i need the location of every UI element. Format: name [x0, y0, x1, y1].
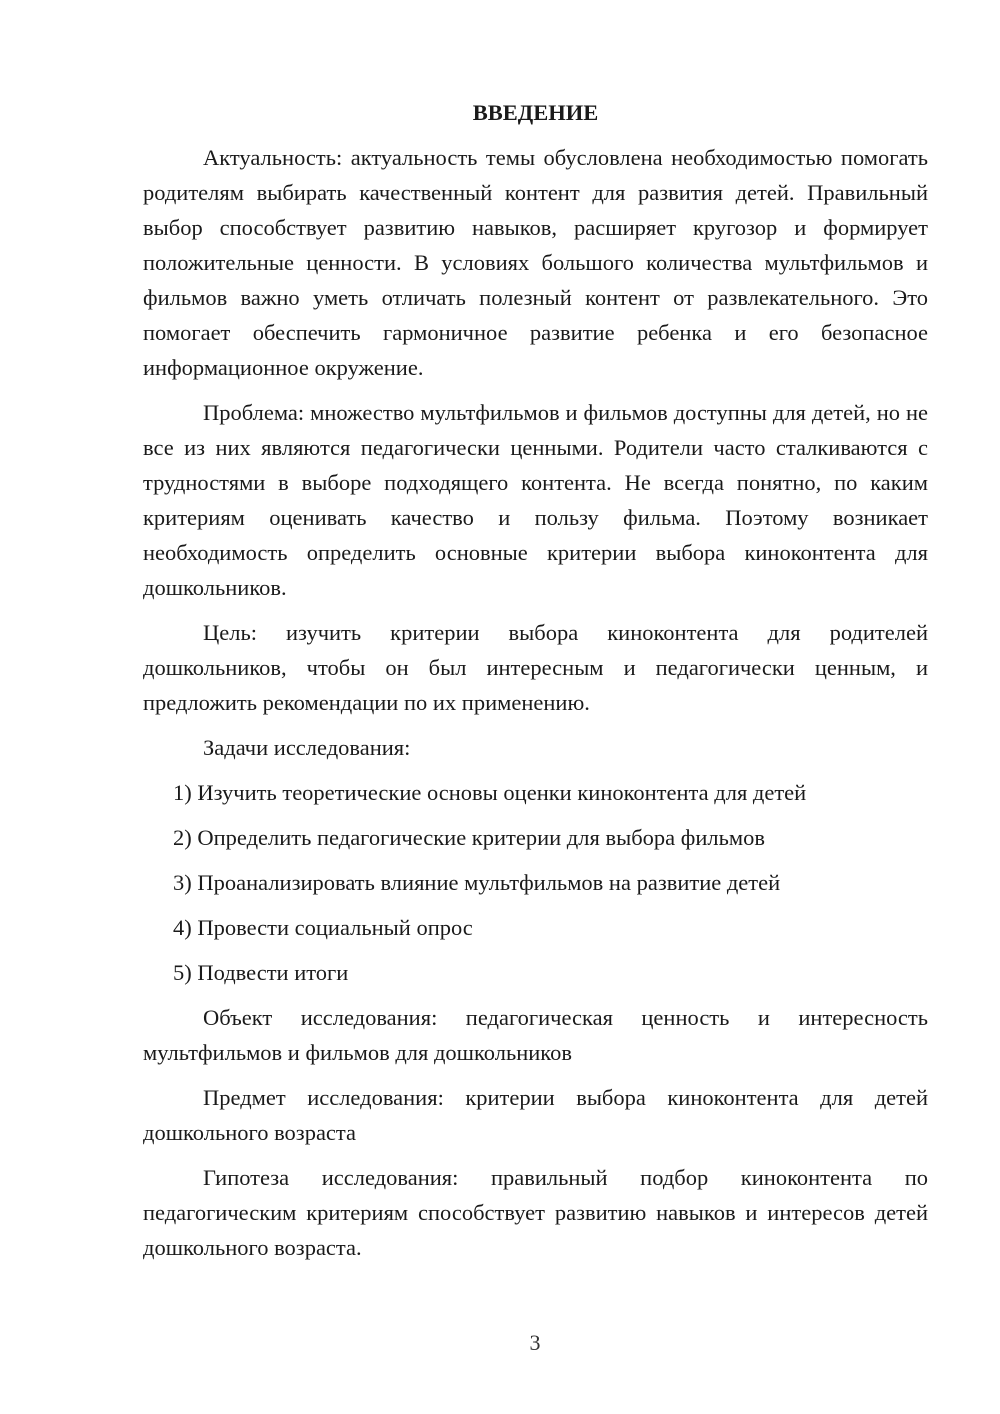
tasks-title: Задачи исследования: [203, 735, 411, 760]
page-content [143, 95, 928, 1275]
section-heading: ВВЕДЕНИЕ [472, 100, 599, 125]
task-item-4: 4) Провести социальный опрос [173, 915, 473, 940]
task-item-3: 3) Проанализировать влияние мультфильмов на развитие детей [173, 870, 781, 895]
task-item-2: 2) Определить педагогические критерии для выбора фильмов [173, 825, 765, 850]
page-number: 3 [529, 1330, 541, 1355]
task-item-5: 5) Подвести итоги [173, 960, 349, 985]
task-list [143, 775, 928, 990]
object-paragraph: Объект исследования: педагогическая ценность и интересность мультфильмов и фильмов для дошкольников [143, 1005, 928, 1065]
problem-paragraph: Проблема: множество мультфильмов и фильмов доступны для детей, но не все из них являются педагогически ценными. Родители часто сталкиваются с трудностями в выборе подходящего контента. Не всегда понятно, по каким критериям оценивать качество и пользу фильма. Поэтому возникает необходимость определить основные критерии выбора киноконтента для дошкольников. [143, 400, 928, 600]
task-item-1: 1) Изучить теоретические основы оценки киноконтента для детей [173, 780, 807, 805]
relevance-paragraph: Актуальность: актуальность темы обусловлена необходимостью помогать родителям выбирать качественный контент для развития детей. Правильный выбор способствует развитию навыков, расширяет кругозор и формирует положительные ценности. В условиях большого количества мультфильмов и фильмов важно уметь отличать полезный контент от развлекательного. Это помогает обеспечить гармоничное развитие ребенка и его безопасное информационное окружение. [143, 145, 928, 380]
subject-paragraph: Предмет исследования: критерии выбора киноконтента для детей дошкольного возраста [143, 1085, 928, 1145]
hypothesis-paragraph: Гипотеза исследования: правильный подбор киноконтента по педагогическим критериям способствует развитию навыков и интересов детей дошкольного возраста. [143, 1165, 928, 1260]
goal-paragraph: Цель: изучить критерии выбора киноконтента для родителей дошкольников, чтобы он был интересным и педагогически ценным, и предложить рекомендации по их применению. [143, 620, 928, 715]
